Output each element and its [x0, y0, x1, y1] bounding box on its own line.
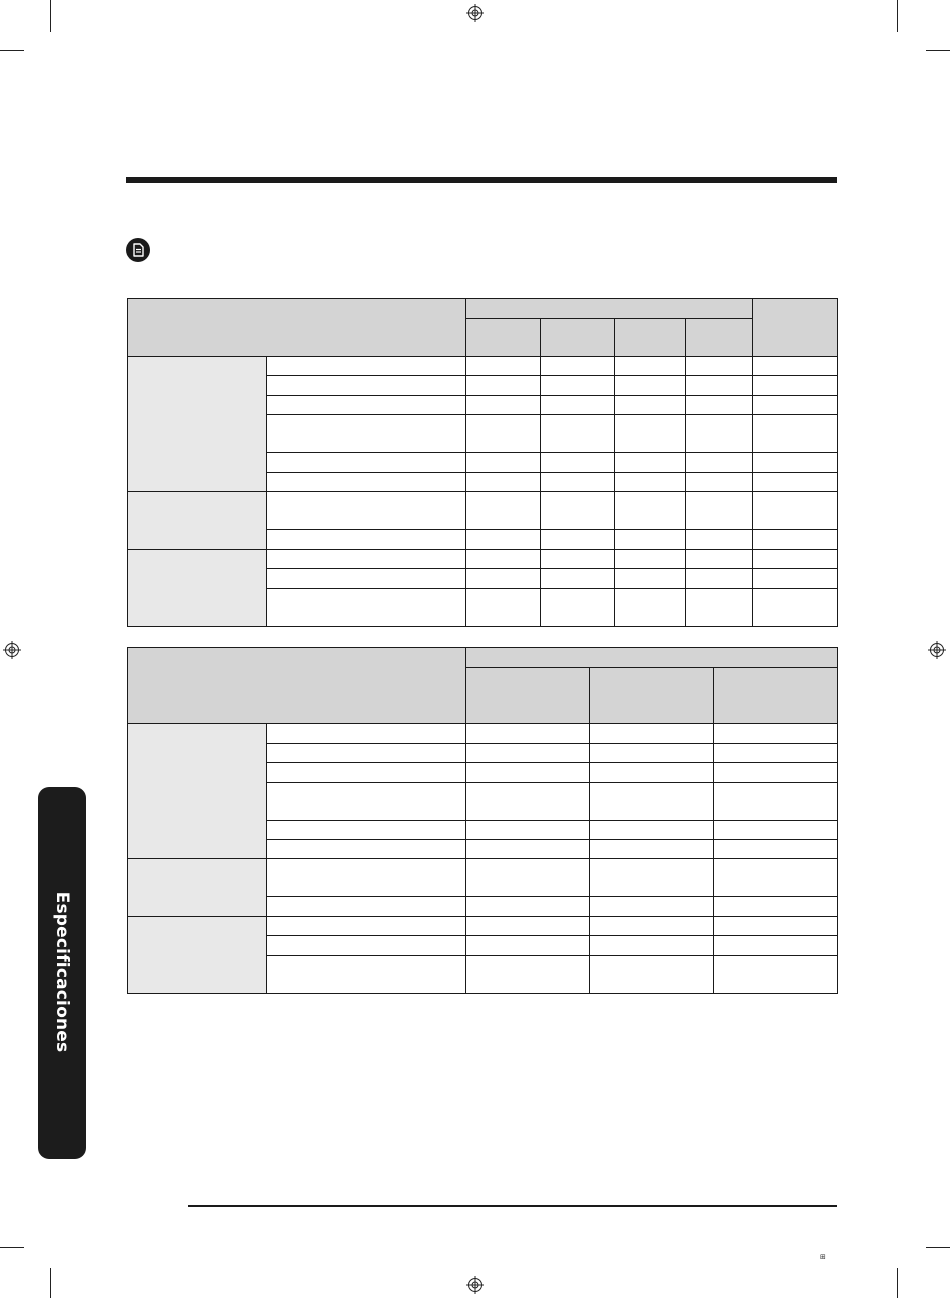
table-cell	[753, 453, 838, 473]
row-label-cell	[267, 724, 466, 744]
row-label-cell	[267, 453, 466, 473]
table-cell	[541, 453, 615, 473]
row-label-cell	[267, 492, 466, 530]
chapter-side-label: Especificaciones	[52, 891, 72, 1053]
table-cell	[714, 917, 838, 936]
table-cell	[686, 473, 753, 492]
row-label-cell	[267, 744, 466, 763]
crop-mark	[926, 1247, 950, 1248]
table-cell	[590, 917, 714, 936]
row-label-cell	[267, 821, 466, 840]
table-cell	[590, 821, 714, 840]
row-label-cell	[267, 569, 466, 589]
table-cell	[753, 492, 838, 530]
table-cell	[714, 744, 838, 763]
header-cell	[615, 319, 686, 357]
table-row	[128, 724, 838, 744]
table-cell	[686, 589, 753, 627]
table-cell	[466, 744, 590, 763]
table-cell	[466, 569, 541, 589]
table-cell	[466, 357, 541, 376]
table-cell	[686, 453, 753, 473]
table-cell	[541, 357, 615, 376]
table-cell	[753, 473, 838, 492]
table-cell	[714, 783, 838, 821]
table-cell	[590, 956, 714, 994]
row-label-cell	[267, 763, 466, 783]
header-cell	[128, 299, 466, 357]
table-cell	[590, 936, 714, 956]
header-cell	[590, 668, 714, 724]
table-cell	[466, 530, 541, 550]
table-cell	[466, 589, 541, 627]
table-cell	[466, 724, 590, 744]
table-cell	[541, 415, 615, 453]
table-cell	[590, 859, 714, 897]
group-label-cell	[128, 357, 267, 492]
row-label-cell	[267, 783, 466, 821]
footer-rule	[188, 1205, 837, 1207]
table-cell	[615, 550, 686, 569]
row-label-cell	[267, 917, 466, 936]
table-row	[128, 859, 838, 897]
table-cell	[615, 415, 686, 453]
note-icon	[126, 238, 150, 262]
table-cell	[615, 530, 686, 550]
table-cell	[466, 492, 541, 530]
header-cell	[466, 648, 838, 668]
table-cell	[466, 396, 541, 415]
table-cell	[590, 724, 714, 744]
table-row	[128, 550, 838, 569]
table-cell	[753, 357, 838, 376]
table-cell	[466, 956, 590, 994]
table-row	[128, 357, 838, 376]
table-cell	[615, 569, 686, 589]
table-cell	[466, 453, 541, 473]
table-cell	[714, 724, 838, 744]
row-label-cell	[267, 859, 466, 897]
table-cell	[615, 492, 686, 530]
registration-mark-icon	[928, 641, 946, 659]
crop-mark	[897, 0, 898, 32]
table-cell	[590, 783, 714, 821]
table-cell	[541, 473, 615, 492]
table-cell	[615, 589, 686, 627]
table-cell	[590, 744, 714, 763]
group-label-cell	[128, 917, 267, 994]
row-label-cell	[267, 473, 466, 492]
table-cell	[686, 530, 753, 550]
row-label-cell	[267, 589, 466, 627]
table-cell	[590, 897, 714, 917]
table-cell	[686, 492, 753, 530]
row-label-cell	[267, 956, 466, 994]
table-cell	[615, 453, 686, 473]
section-heading-rule	[126, 177, 837, 183]
row-label-cell	[267, 357, 466, 376]
table-row	[128, 492, 838, 530]
header-cell	[466, 299, 753, 319]
header-cell	[541, 319, 615, 357]
crop-mark	[926, 50, 950, 51]
table-cell	[714, 821, 838, 840]
table-cell	[753, 550, 838, 569]
table-cell	[753, 569, 838, 589]
table-cell	[541, 376, 615, 396]
table-cell	[466, 821, 590, 840]
table-cell	[714, 840, 838, 859]
registration-mark-icon	[466, 1276, 484, 1294]
table-cell	[541, 550, 615, 569]
header-cell	[466, 319, 541, 357]
header-cell	[753, 299, 838, 357]
table-cell	[714, 936, 838, 956]
spec-table-2	[127, 647, 838, 994]
table-cell	[466, 783, 590, 821]
table-cell	[686, 396, 753, 415]
crop-mark	[897, 1268, 898, 1298]
table-cell	[686, 415, 753, 453]
header-cell	[128, 648, 466, 724]
row-label-cell	[267, 550, 466, 569]
table-row	[128, 917, 838, 936]
table-cell	[714, 763, 838, 783]
group-label-cell	[128, 724, 267, 859]
table-cell	[615, 473, 686, 492]
group-label-cell	[128, 550, 267, 627]
table-cell	[466, 917, 590, 936]
header-cell	[714, 668, 838, 724]
table-cell	[615, 357, 686, 376]
crop-mark	[50, 0, 51, 32]
table-cell	[541, 396, 615, 415]
registration-mark-icon	[466, 4, 484, 22]
table-cell	[466, 897, 590, 917]
table-cell	[686, 376, 753, 396]
table-cell	[686, 569, 753, 589]
page-marker: ⊞	[820, 1253, 827, 1261]
table-cell	[753, 396, 838, 415]
row-label-cell	[267, 936, 466, 956]
table-cell	[466, 840, 590, 859]
group-label-cell	[128, 859, 267, 917]
row-label-cell	[267, 396, 466, 415]
table-cell	[753, 376, 838, 396]
table-cell	[466, 550, 541, 569]
spec-table-1	[127, 298, 838, 627]
group-label-cell	[128, 492, 267, 550]
table-cell	[466, 763, 590, 783]
table-cell	[541, 569, 615, 589]
table-cell	[541, 492, 615, 530]
table-cell	[466, 859, 590, 897]
crop-mark	[0, 50, 24, 51]
table-cell	[753, 530, 838, 550]
table-cell	[686, 357, 753, 376]
table-cell	[466, 473, 541, 492]
table-cell	[590, 840, 714, 859]
table-cell	[541, 530, 615, 550]
table-cell	[714, 956, 838, 994]
table-cell	[466, 376, 541, 396]
header-cell	[466, 668, 590, 724]
table-header-row	[128, 299, 838, 319]
row-label-cell	[267, 376, 466, 396]
table-cell	[615, 376, 686, 396]
table-header-row	[128, 648, 838, 668]
row-label-cell	[267, 530, 466, 550]
crop-mark	[0, 1247, 24, 1248]
row-label-cell	[267, 897, 466, 917]
registration-mark-icon	[3, 641, 21, 659]
table-cell	[466, 936, 590, 956]
table-cell	[753, 589, 838, 627]
table-cell	[615, 396, 686, 415]
row-label-cell	[267, 840, 466, 859]
table-cell	[714, 859, 838, 897]
table-cell	[753, 415, 838, 453]
table-cell	[466, 415, 541, 453]
crop-mark	[50, 1268, 51, 1298]
header-cell	[686, 319, 753, 357]
row-label-cell	[267, 415, 466, 453]
table-cell	[541, 589, 615, 627]
table-cell	[714, 897, 838, 917]
table-cell	[686, 550, 753, 569]
table-cell	[590, 763, 714, 783]
